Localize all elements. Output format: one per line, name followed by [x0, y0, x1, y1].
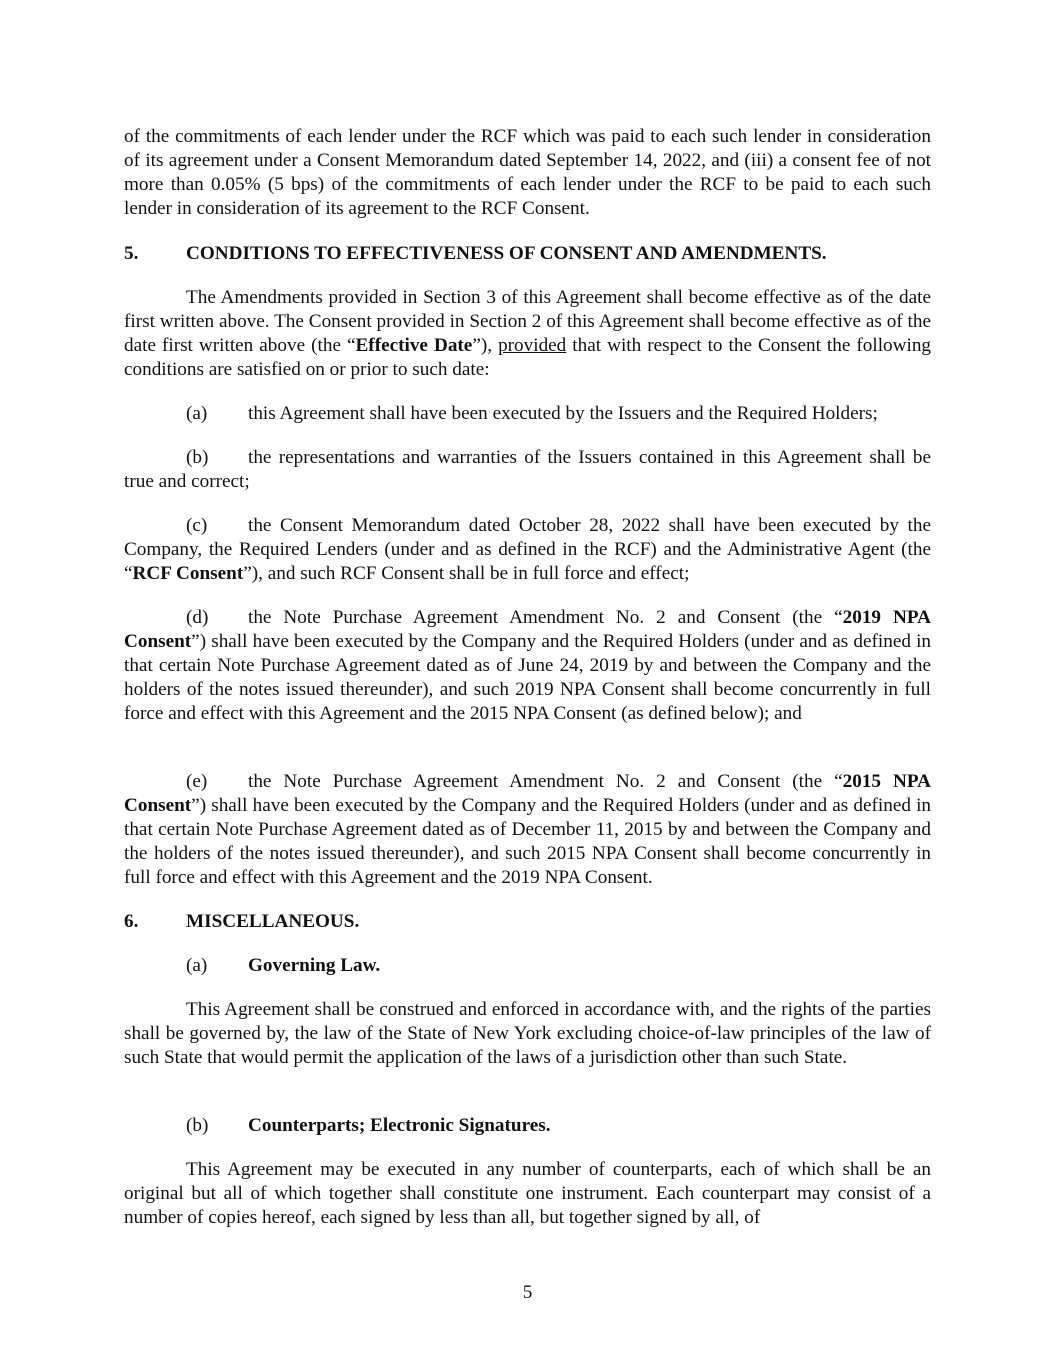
rcf-consent-term: RCF Consent	[132, 563, 244, 584]
section-5-title: CONDITIONS TO EFFECTIVENESS OF CONSENT AND AMENDMENTS.	[186, 243, 827, 264]
counterparts-label: (b)	[186, 1115, 209, 1136]
condition-b-text: the representations and warranties of the Issuers contained in this Agreement shall be true and correct;	[124, 447, 931, 492]
page-number: 5	[522, 1282, 533, 1303]
condition-c-label: (c)	[186, 515, 208, 536]
section-5-intro: The Amendments provided in Section 3 of this Agreement shall become effective as of the date first written above. The Consent provided in Section 2 of this Agreement shall become effective as of the date first written above (the “Effective Date”), provided that with respect to the Consent the following conditions are satisfied on or prior to such date:	[124, 287, 932, 380]
condition-b	[124, 446, 931, 494]
npa-2015-consent-term: 2015 NPA Consent	[124, 771, 931, 816]
governing-law-heading	[186, 954, 931, 978]
section-6-number: 6.	[124, 911, 139, 932]
condition-d-label: (d)	[186, 607, 209, 628]
condition-b-label: (b)	[186, 447, 209, 468]
continuation-paragraph: of the commitments of each lender under the RCF which was paid to each such lender in consideration of its agreement under a Consent Memorandum dated September 14, 2022, and (iii) a consent fee of not more than 0.05% (5 bps) of the commitments of each lender under the RCF to be paid to each such lender in consideration of its agreement to the RCF Consent.	[124, 126, 931, 219]
condition-a-label: (a)	[186, 403, 208, 424]
counterparts-paragraph: This Agreement may be executed in any number of counterparts, each of which shall be an original but all of which together shall constitute one instrument. Each counterpart may consist of a number of copies hereof, each signed by less than all, but together signed by all, of	[124, 1159, 931, 1228]
condition-a-text: this Agreement shall have been executed by the Issuers and the Required Holders;	[248, 403, 878, 424]
condition-e: (e) the Note Purchase Agreement Amendment No. 2 and Consent (the “2015 NPA Consent”) shall have been executed by the Company and the Required Holders (under and as defined in that certain Note Purchase Agreement dated as of December 11, 2015 by and between the Company and the holders of the notes issued thereunder), and such 2015 NPA Consent shall become concurrently in full force and effect with this Agreement and the 2019 NPA Consent.	[124, 771, 931, 888]
governing-law-label: (a)	[186, 955, 208, 976]
governing-law-paragraph: This Agreement shall be construed and enforced in accordance with, and the rights of the parties shall be governed by, the law of the State of New York excluding choice-of-law principles of the law of such State that would permit the application of the laws of a jurisdiction other than such State.	[124, 999, 931, 1068]
governing-law-title: Governing Law.	[248, 955, 381, 976]
effective-date-term: Effective Date	[355, 335, 473, 356]
section-5-heading	[124, 242, 931, 266]
provided-term: provided	[498, 335, 567, 356]
counterparts-heading	[186, 1114, 931, 1138]
section-6-title: MISCELLANEOUS.	[186, 911, 360, 932]
condition-a	[186, 402, 931, 426]
condition-d: (d) the Note Purchase Agreement Amendment No. 2 and Consent (the “2019 NPA Consent”) shall have been executed by the Company and the Required Holders (under and as defined in that certain Note Purchase Agreement dated as of June 24, 2019 by and between the Company and the holders of the notes issued thereunder), and such 2019 NPA Consent shall become concurrently in full force and effect with this Agreement and the 2015 NPA Consent (as defined below); and	[124, 607, 931, 724]
counterparts-title: Counterparts; Electronic Signatures.	[248, 1115, 551, 1136]
npa-2019-consent-term: 2019 NPA Consent	[124, 607, 931, 652]
section-6-heading	[124, 910, 931, 934]
condition-e-label: (e)	[186, 771, 208, 792]
section-5-number: 5.	[124, 243, 139, 264]
condition-c: (c) the Consent Memorandum dated October 28, 2022 shall have been executed by the Company, the Required Lenders (under and as defined in the RCF) and the Administrative Agent (the “RCF Consent”), and such RCF Consent shall be in full force and effect;	[124, 515, 931, 584]
